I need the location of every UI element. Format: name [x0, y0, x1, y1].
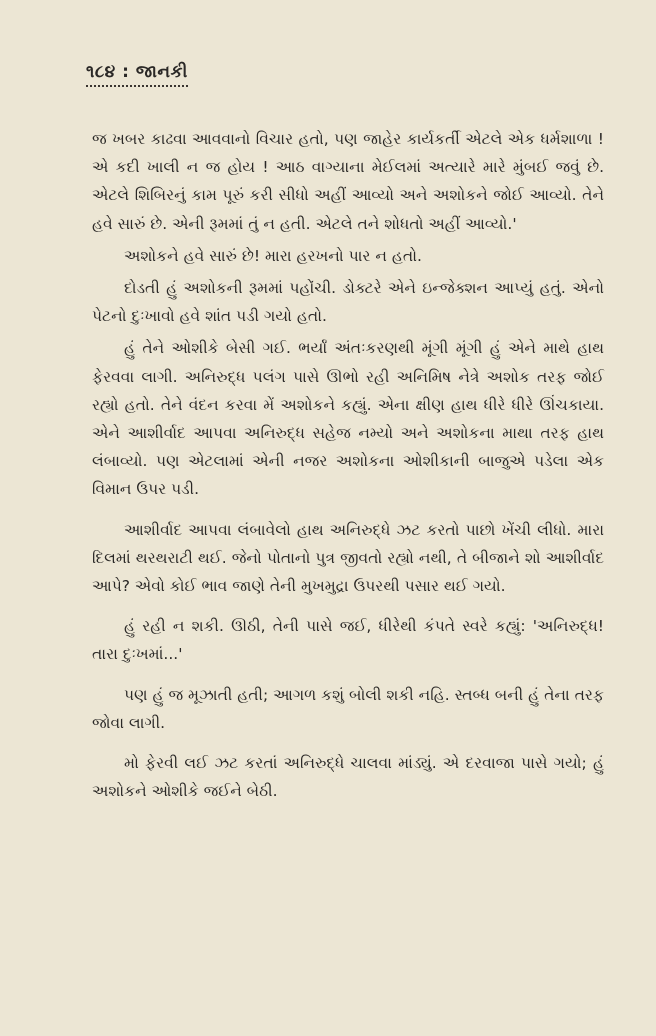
paragraph-8: મો ફેરવી લઈ ઝટ કરતાં અનિરુદ્ધે ચાલવા માંડ્યું. એ દરવાજા પાસે ગયો; હું અશોકને ઓશીકે જઈને બેઠી. — [92, 754, 604, 801]
paragraph-4: હું તેને ઓશીકે બેસી ગઈ. ભર્યાં અંતઃકરણથી મૂંગી મૂંગી હું એને માથે હાથ ફેરવવા લાગી. અનિરુદ્ધ પલંગ પાસે ઊભો રહી અનિમિષ નેત્રે અશોક તરફ જોઈ રહ્યો હતો. તેને વંદન કરવા મેં અશોકને કહ્યું. એના ક્ષીણ હાથ ધીરે ધીરે ઊંચકાયા. એને આશીર્વાદ આપવા અનિરુદ્ધ સહેજ નમ્યો અને અશોકના માથા તરફ હાથ લંબાવ્યો. પણ એટલામાં એની નજર અશોકના ઓશીકાની બાજુએ પડેલા એક વિમાન ઉપર પડી. — [92, 339, 604, 499]
paragraph-1: જ ખબર કાઢવા આવવાનો વિચાર હતો, પણ જાહેર કાર્યકર્તી એટલે એક ધર્મશાળા ! એ કદી ખાલી ન જ હોય ! આઠ વાગ્યાના મેઈલમાં અત્યારે મારે મુંબઈ જવું છે. એટલે શિબિરનું કામ પૂરું કરી સીધો અહીં આવ્યો અને અશોકને જોઈ આવ્યો. તેને હવે સારું છે. એની રૂમમાં તું ન હતી. એટલે તને શોધતો અહીં આવ્યો.' — [92, 130, 604, 233]
paragraph-7: પણ હું જ મૂઝાતી હતી; આગળ કશું બોલી શકી નહિ. સ્તબ્ધ બની હું તેના તરફ જોવા લાગી. — [92, 685, 604, 732]
paragraph-3: દોડતી હું અશોકની રૂમમાં પહોંચી. ડોક્ટરે એને ઇન્જેક્શન આપ્યું હતું. એનો પેટનો દુઃખાવો હવે શાંત પડી ગયો હતો. — [92, 279, 604, 326]
running-head: ૧૮૪ : જાનકી — [86, 62, 188, 87]
paragraph-5: આશીર્વાદ આપવા લંબાવેલો હાથ અનિરુદ્ધે ઝટ કરતો પાછો ખેંચી લીધો. મારા દિલમાં થરથરાટી થઈ. જેનો પોતાનો પુત્ર જીવતો રહ્યો નથી, તે બીજાને શો આશીર્વાદ આપે? એવો કોઈ ભાવ જાણે તેની મુખમુદ્રા ઉપરથી પસાર થઈ ગયો. — [92, 520, 604, 596]
body-text — [92, 125, 604, 805]
paragraph-6: હું રહી ન શકી. ઊઠી, તેની પાસે જઈ, ધીરેથી કંપતે સ્વરે કહ્યું: 'અનિરુદ્ધ! તારા દુઃખમાં...' — [92, 617, 604, 664]
paragraph-2: અશોકને હવે સારું છે! મારા હરખનો પાર ન હતો. — [124, 246, 422, 265]
